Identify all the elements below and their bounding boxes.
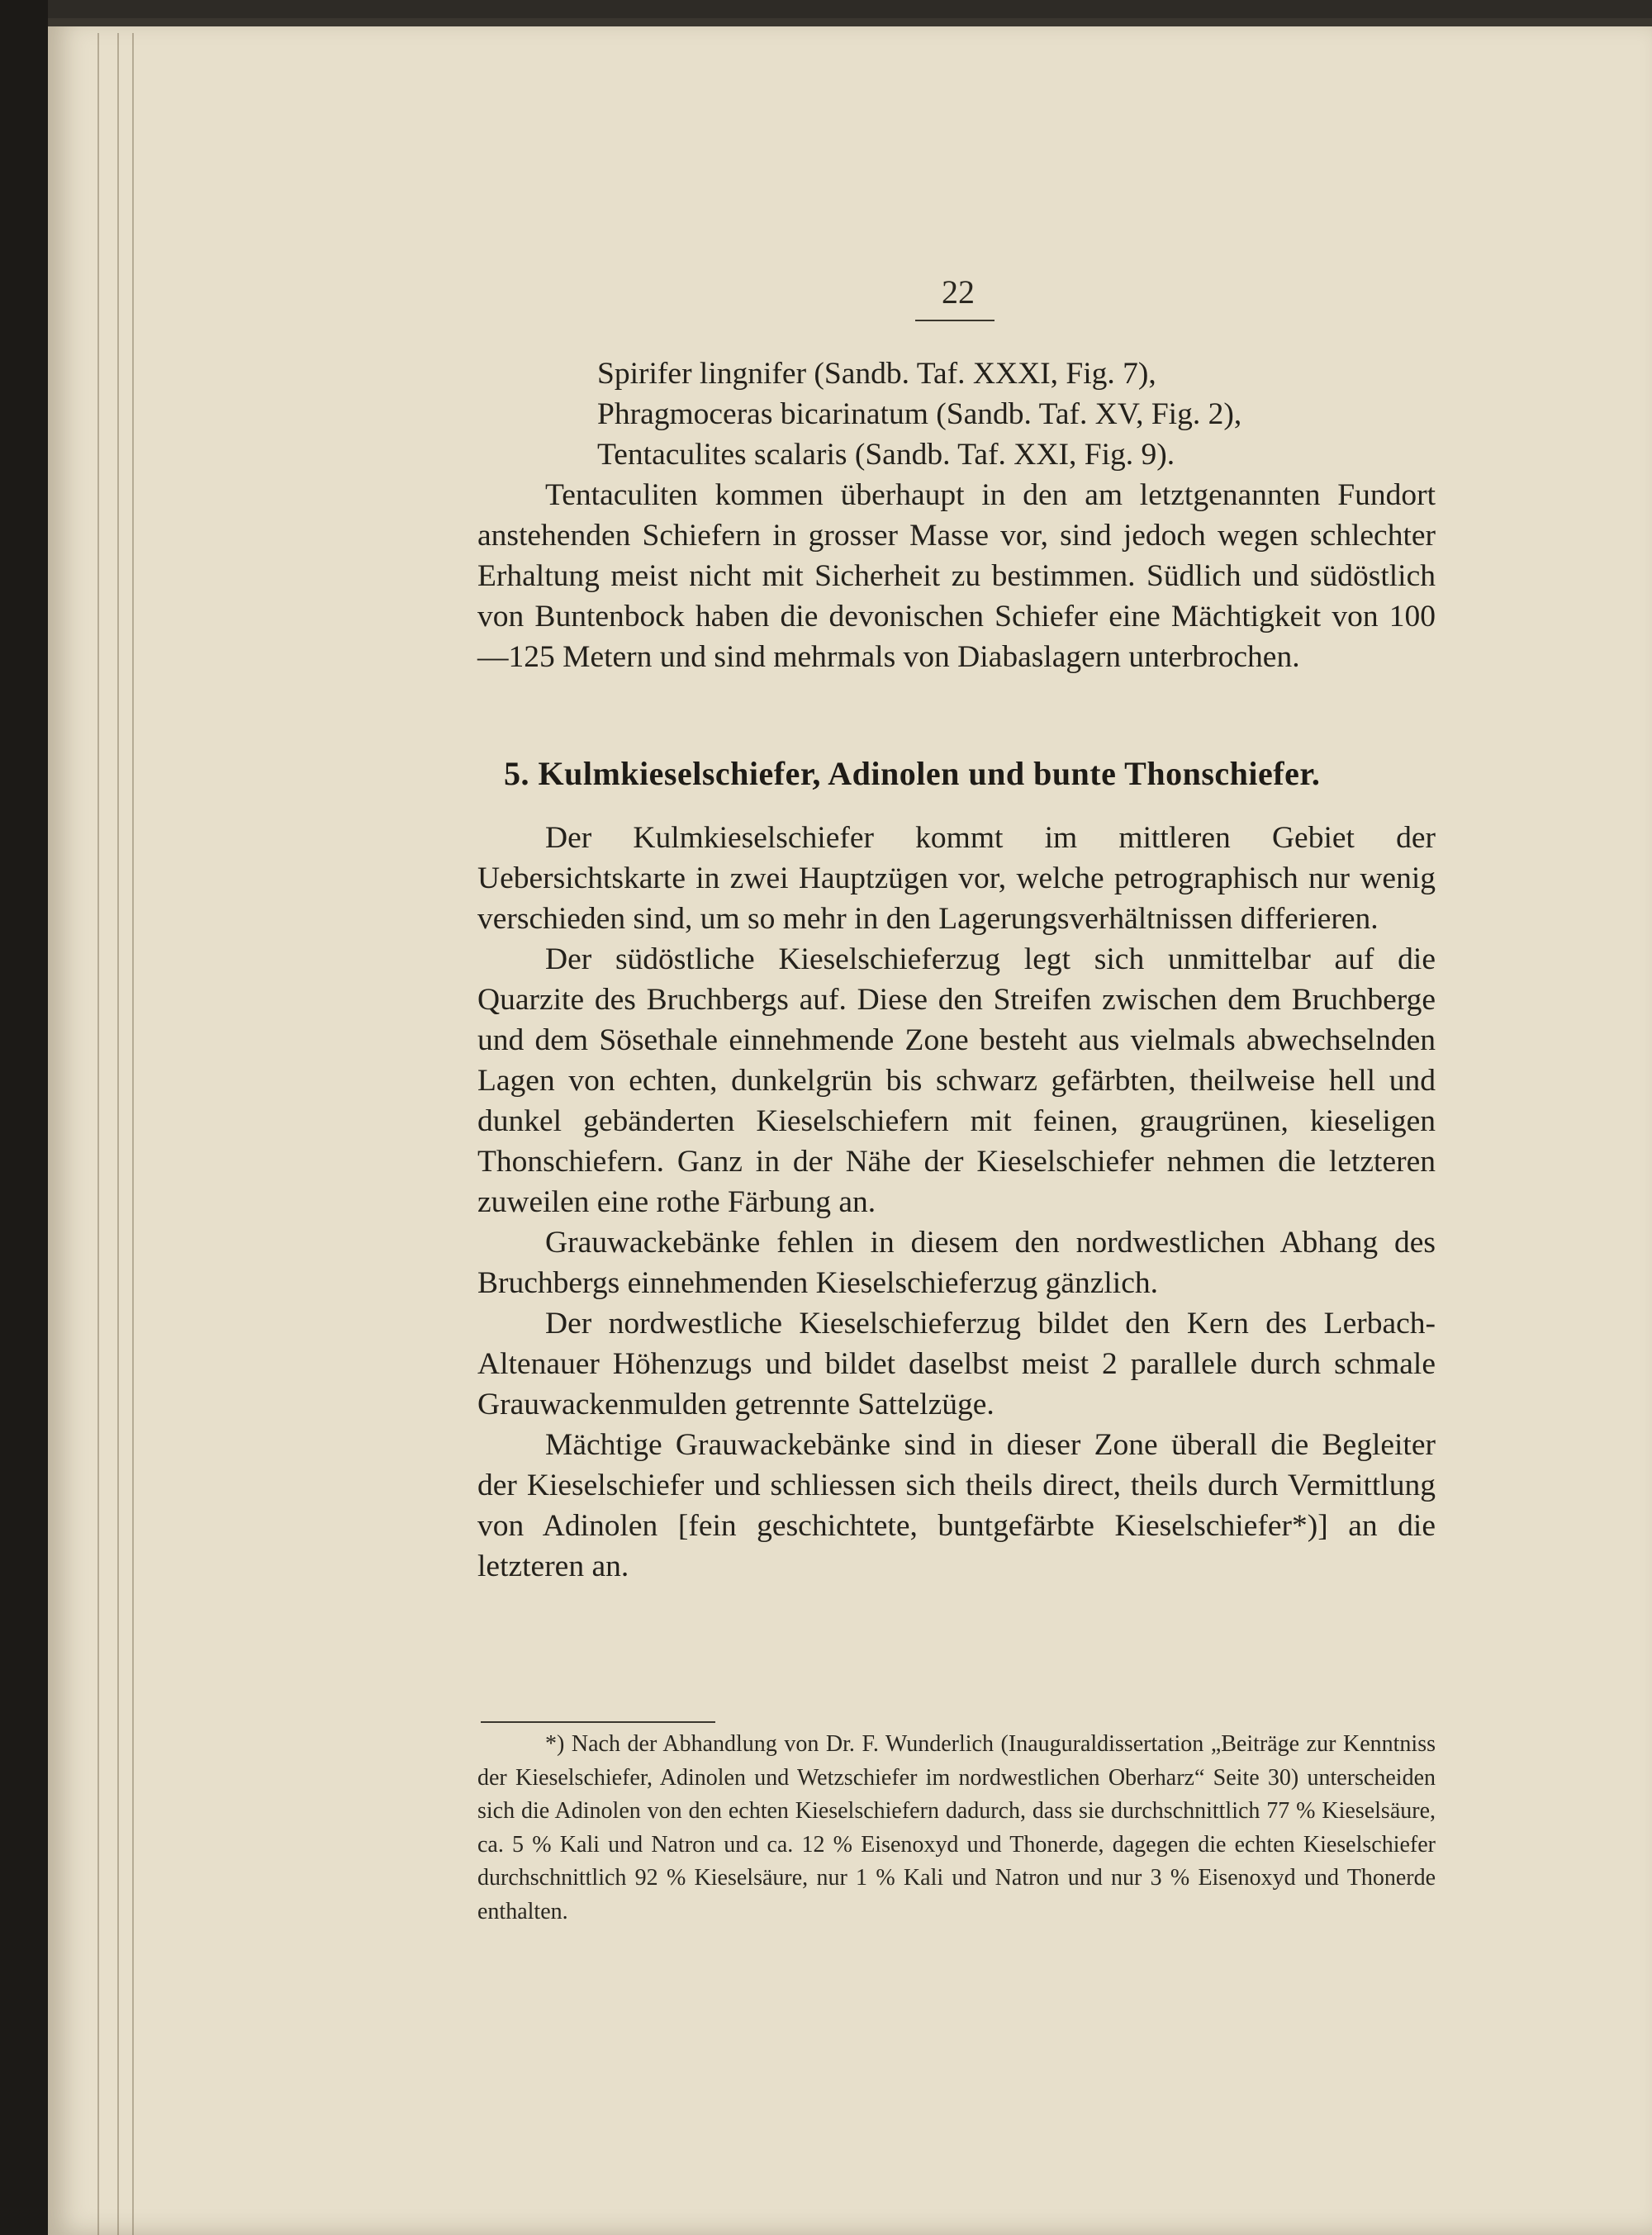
footnote-text: *) Nach der Abhandlung von Dr. F. Wunderlich (Inauguraldissertation „Beiträge zur Kenntniss der Kieselschiefer, Adinolen und Wetzschiefer im nordwestlichen Oberharz“ Seite 30) unterscheiden sich die Adinolen von den echten Kieselschiefern dadurch, dass sie durchschnittlich 77 % Kieselsäure, ca. 5 % Kali und Natron und ca. 12 % Eisenoxyd und Thonerde, dagegen die echten Kieselschiefer durchschnittlich 92 % Kieselsäure, nur 1 % Kali und Natron und nur 3 % Eisenoxyd und Thonerde enthalten. [477,1731,1436,1924]
paragraph: Der nordwestliche Kieselschieferzug bildet den Kern des Lerbach-Altenauer Höhenzugs und bildet daselbst meist 2 parallele durch schmale Grauwackenmulden getrennte Sattelzüge. [477,1307,1436,1421]
paragraph: Grauwackebänke fehlen in diesem den nordwestlichen Abhang des Bruchbergs einnehmenden Kieselschieferzug gänzlich. [477,1226,1436,1300]
page-number-rule [915,320,995,321]
section-heading: 5. Kulmkieselschiefer, Adinolen und bunte Thonschiefer. [504,755,1321,792]
page-edge-line [132,33,134,2235]
paragraph: Mächtige Grauwackebänke sind in dieser Zone überall die Begleiter der Kieselschiefer und schliessen sich theils direct, theils durch Vermittlung von Adinolen [fein geschichtete, buntgefärbte Kieselschiefer*)] an die letzteren an. [477,1428,1436,1583]
page-number: 22 [942,273,975,311]
paragraph: Der Kulmkieselschiefer kommt im mittleren Gebiet der Uebersichtskarte in zwei Hauptzügen vor, welche petrographisch nur wenig verschieden sind, um so mehr in den Lagerungsverhältnissen differieren. [477,821,1436,936]
fossil-entry: Phragmoceras bicarinatum (Sandb. Taf. XV, Fig. 2), [597,397,1242,431]
page-edge-line [117,33,119,2235]
footnote [477,1728,1436,1929]
footnote-rule [481,1721,715,1723]
body-text-main [477,818,1436,1587]
fossil-entry: Spirifer lingnifer (Sandb. Taf. XXXI, Fig. 7), [597,357,1156,391]
fossil-list [597,354,1440,475]
paragraph: Der südöstliche Kieselschieferzug legt sich unmittelbar auf die Quarzite des Bruchbergs auf. Diese den Streifen zwischen dem Bruchberge und dem Sösethale einnehmende Zone besteht aus vielmals abwechselnden Lagen von echten, dunkelgrün bis schwarz gefärbten, theilweise hell und dunkel gebänderten Kieselschiefern mit feinen, graugrünen, kieseligen Thonschiefern. Ganz in der Nähe der Kieselschiefer nehmen die letzteren zuweilen eine rothe Färbung an. [477,942,1436,1219]
fossil-entry: Tentaculites scalaris (Sandb. Taf. XXI, Fig. 9). [597,438,1175,472]
paragraph: Tentaculiten kommen überhaupt in den am letztgenannten Fundort anstehenden Schiefern in grosser Masse vor, sind jedoch wegen schlechter Erhaltung meist nicht mit Sicherheit zu bestimmen. Südlich und südöstlich von Buntenbock haben die devonischen Schiefer eine Mächtigkeit von 100—125 Metern und sind mehrmals von Diabaslagern unterbrochen. [477,478,1436,674]
book-binding [0,0,48,2235]
body-text-top [477,475,1436,677]
page-edge-line [97,33,99,2235]
top-edge-shadow [48,18,1652,26]
